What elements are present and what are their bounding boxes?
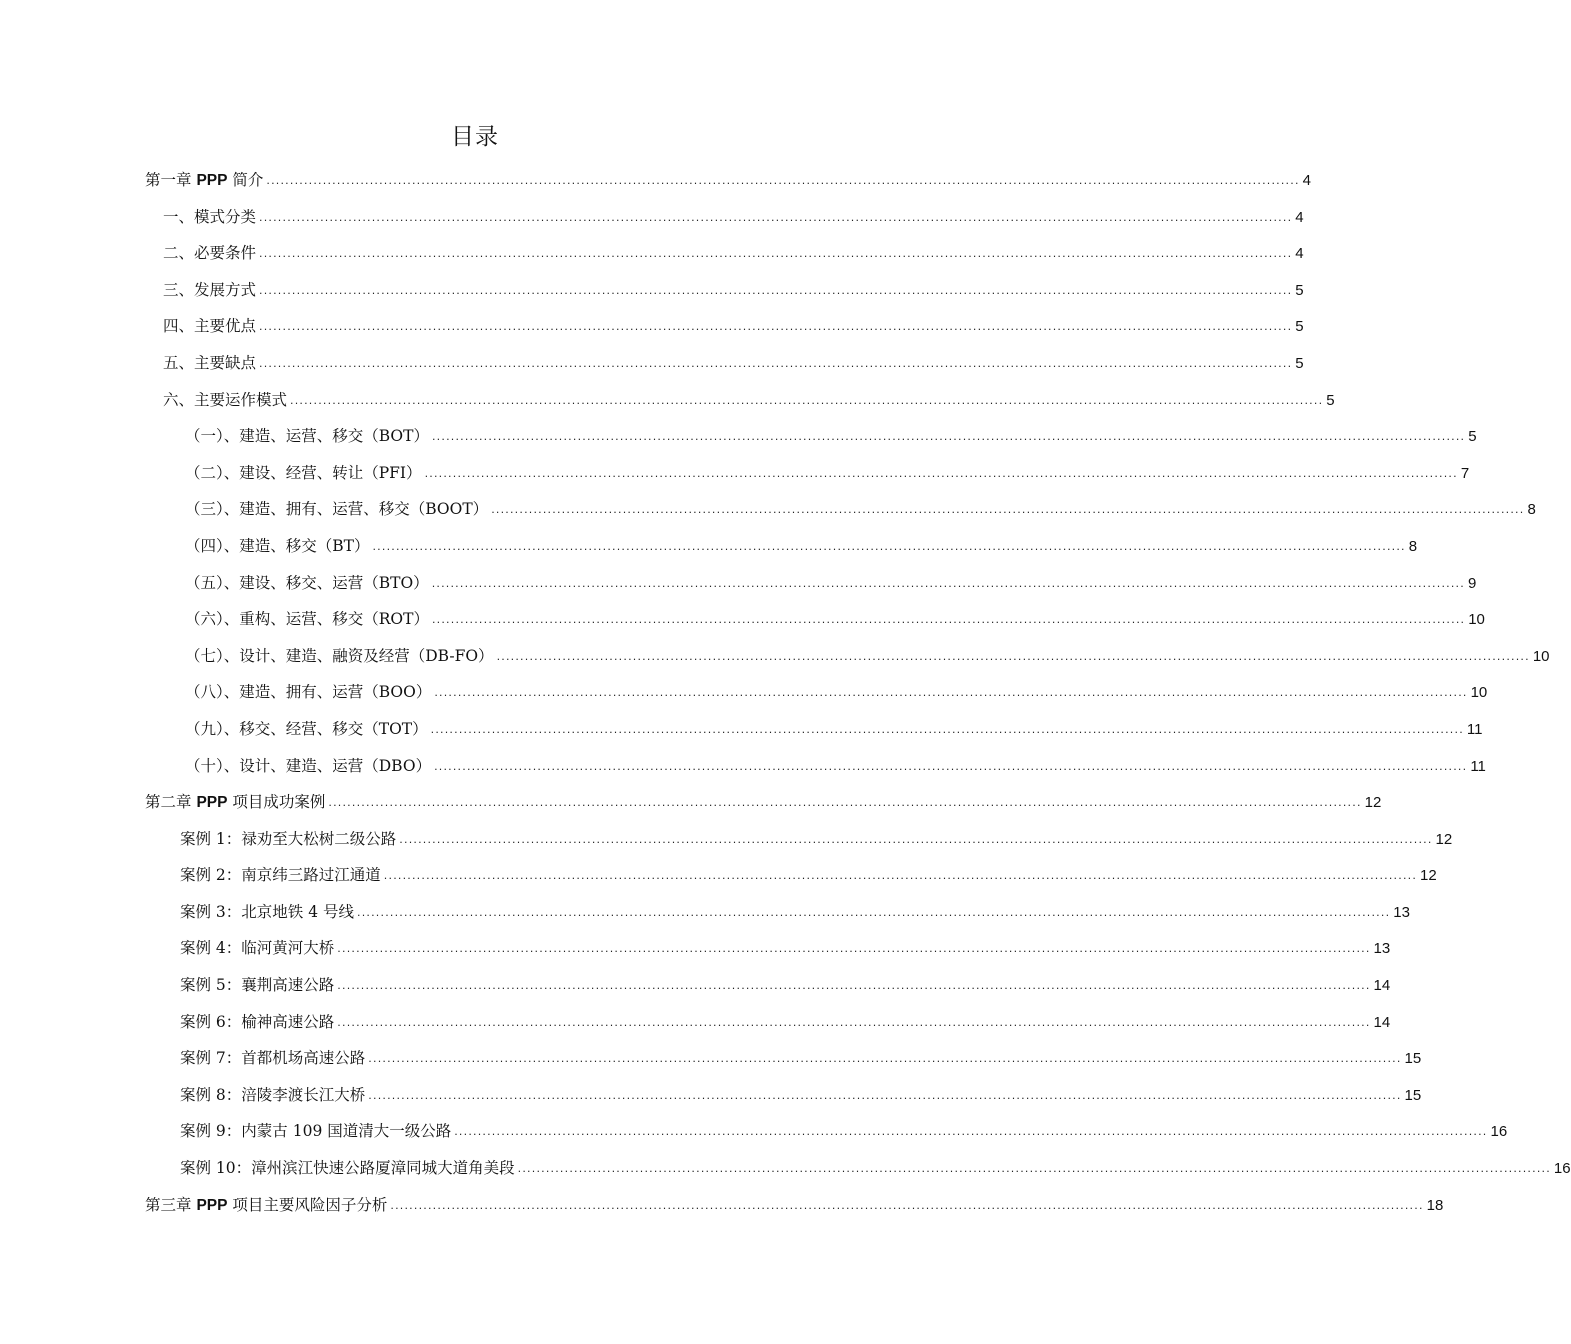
toc-entry-label: （七）、设计、建造、融资及经营（DB-FO） bbox=[185, 646, 494, 665]
toc-entry-label: 案例 6：榆神高速公路 bbox=[180, 1012, 335, 1031]
dot-leader: ............................................................................................................................................................................................................................ bbox=[383, 869, 1418, 883]
toc-entry-label: 案例 5：襄荆高速公路 bbox=[180, 976, 335, 995]
toc-entry[interactable] bbox=[145, 382, 1335, 419]
toc-entry[interactable] bbox=[145, 199, 1304, 236]
toc-entry-label bbox=[145, 162, 263, 200]
toc-entry-label: 四、主要优点 bbox=[163, 317, 257, 336]
toc-entry[interactable] bbox=[145, 235, 1304, 272]
chapter-bold-term: PPP bbox=[196, 1196, 228, 1214]
toc-page-number: 14 bbox=[1373, 1013, 1391, 1031]
toc-chapter-entry[interactable] bbox=[145, 784, 1382, 821]
chapter-prefix: 第三章 bbox=[145, 1195, 197, 1214]
toc-entry-label: 六、主要运作模式 bbox=[163, 390, 288, 409]
toc-page-number: 5 bbox=[1295, 318, 1304, 336]
toc-entry-label: （八）、建造、拥有、运营（BOO） bbox=[185, 683, 432, 702]
toc-entry[interactable] bbox=[145, 638, 1550, 675]
dot-leader: ............................................................................................................................................................................................................................ bbox=[424, 466, 1458, 480]
toc-entry[interactable] bbox=[145, 308, 1304, 345]
toc-entry[interactable] bbox=[145, 711, 1483, 748]
toc-entry-label: 案例 10：漳州滨江快速公路厦漳同城大道角美段 bbox=[180, 1159, 515, 1178]
toc-entry[interactable] bbox=[145, 528, 1418, 565]
toc-entry[interactable] bbox=[145, 418, 1477, 455]
dot-leader: ............................................................................................................................................................................................................................ bbox=[368, 1052, 1402, 1066]
toc-page-number: 5 bbox=[1326, 391, 1335, 409]
toc-entry[interactable] bbox=[145, 821, 1453, 858]
dot-leader: ............................................................................................................................................................................................................................ bbox=[491, 503, 1525, 517]
toc-page-number: 5 bbox=[1295, 354, 1304, 372]
dot-leader: ............................................................................................................................................................................................................................ bbox=[337, 1015, 1371, 1029]
toc-entry[interactable] bbox=[145, 565, 1477, 602]
toc-page-number: 12 bbox=[1364, 794, 1382, 812]
toc-page-number: 5 bbox=[1468, 428, 1477, 446]
toc-entry-label bbox=[145, 1187, 387, 1225]
dot-leader: ............................................................................................................................................................................................................................ bbox=[328, 796, 1362, 810]
dot-leader: ............................................................................................................................................................................................................................ bbox=[259, 210, 1293, 224]
toc-page-number: 4 bbox=[1295, 245, 1304, 263]
dot-leader: ............................................................................................................................................................................................................................ bbox=[337, 979, 1371, 993]
toc-page-number: 13 bbox=[1373, 940, 1391, 958]
toc-entry[interactable] bbox=[145, 674, 1488, 711]
toc-page-number: 12 bbox=[1420, 867, 1437, 885]
dot-leader: ............................................................................................................................................................................................................................ bbox=[431, 576, 1465, 590]
toc-page-number: 15 bbox=[1404, 1086, 1422, 1104]
toc-entry[interactable] bbox=[145, 857, 1437, 894]
toc-entry-label: 二、必要条件 bbox=[163, 244, 257, 263]
dot-leader: ............................................................................................................................................................................................................................ bbox=[496, 649, 1530, 663]
dot-leader: ............................................................................................................................................................................................................................ bbox=[454, 1125, 1488, 1139]
toc-entry[interactable] bbox=[145, 1004, 1391, 1041]
chapter-suffix: 项目成功案例 bbox=[227, 793, 326, 812]
toc-entry-label bbox=[145, 784, 325, 822]
toc-page-number: 8 bbox=[1408, 537, 1418, 555]
toc-entry[interactable] bbox=[145, 1040, 1422, 1077]
toc-page-number: 10 bbox=[1470, 684, 1488, 702]
toc-entry-label: 五、主要缺点 bbox=[163, 353, 257, 372]
toc-page-number: 5 bbox=[1295, 281, 1304, 299]
toc-entry-label: 案例 8：涪陵李渡长江大桥 bbox=[180, 1085, 366, 1104]
dot-leader: ............................................................................................................................................................................................................................ bbox=[259, 356, 1293, 370]
chapter-prefix: 第一章 bbox=[145, 171, 197, 189]
dot-leader: ............................................................................................................................................................................................................................ bbox=[399, 832, 1433, 846]
toc-page-number: 14 bbox=[1373, 977, 1391, 995]
toc-page-number: 13 bbox=[1393, 903, 1410, 921]
toc-entry[interactable] bbox=[145, 748, 1486, 785]
toc-entry-label: （三）、建造、拥有、运营、移交（BOOT） bbox=[185, 500, 489, 519]
chapter-prefix: 第二章 bbox=[145, 793, 197, 812]
toc-entry[interactable] bbox=[145, 1077, 1422, 1114]
toc-entry-label: 三、发展方式 bbox=[163, 280, 257, 299]
table-of-contents bbox=[145, 162, 1571, 1223]
chapter-suffix: 简介 bbox=[227, 171, 264, 189]
toc-entry[interactable] bbox=[145, 967, 1391, 1004]
toc-entry-label: 案例 4：临河黄河大桥 bbox=[180, 939, 335, 958]
dot-leader: ............................................................................................................................................................................................................................ bbox=[434, 686, 1468, 700]
dot-leader: ............................................................................................................................................................................................................................ bbox=[390, 1198, 1424, 1212]
dot-leader: ............................................................................................................................................................................................................................ bbox=[434, 759, 1468, 773]
toc-entry[interactable] bbox=[145, 1113, 1508, 1150]
toc-page-number: 8 bbox=[1527, 501, 1536, 519]
dot-leader: ............................................................................................................................................................................................................................ bbox=[517, 1162, 1551, 1176]
toc-entry[interactable] bbox=[145, 930, 1391, 967]
toc-entry-label: （二）、建设、经营、转让（PFI） bbox=[185, 463, 422, 482]
dot-leader: ............................................................................................................................................................................................................................ bbox=[259, 320, 1293, 334]
toc-entry[interactable] bbox=[145, 601, 1485, 638]
toc-entry-label: 一、模式分类 bbox=[163, 207, 257, 226]
toc-entry-label: 案例 7：首都机场高速公路 bbox=[180, 1049, 366, 1068]
dot-leader: ............................................................................................................................................................................................................................ bbox=[430, 722, 1464, 736]
toc-entry-label: （一）、建造、运营、移交（BOT） bbox=[185, 427, 429, 446]
toc-page-number: 11 bbox=[1470, 757, 1486, 775]
dot-leader: ............................................................................................................................................................................................................................ bbox=[372, 539, 1406, 553]
dot-leader: ............................................................................................................................................................................................................................ bbox=[431, 430, 1466, 444]
toc-entry[interactable] bbox=[145, 455, 1470, 492]
toc-page-number: 12 bbox=[1435, 830, 1453, 848]
toc-page-number: 18 bbox=[1426, 1196, 1444, 1214]
toc-entry[interactable] bbox=[145, 272, 1304, 309]
chapter-bold-term: PPP bbox=[196, 172, 228, 189]
toc-page-number: 4 bbox=[1302, 172, 1311, 189]
dot-leader: ............................................................................................................................................................................................................................ bbox=[357, 905, 1391, 919]
chapter-suffix: 项目主要风险因子分析 bbox=[227, 1195, 388, 1214]
toc-page-number: 16 bbox=[1490, 1123, 1508, 1141]
chapter-bold-term: PPP bbox=[196, 794, 228, 812]
toc-chapter-entry[interactable] bbox=[145, 162, 1311, 199]
toc-entry[interactable] bbox=[145, 1150, 1571, 1187]
toc-page-number: 11 bbox=[1466, 720, 1483, 738]
page-title: 目录 bbox=[451, 124, 499, 150]
toc-chapter-entry[interactable] bbox=[145, 1187, 1444, 1224]
toc-page-number: 16 bbox=[1553, 1160, 1571, 1178]
dot-leader: ............................................................................................................................................................................................................................ bbox=[259, 247, 1293, 261]
toc-entry-label: （四）、建造、移交（BT） bbox=[185, 536, 370, 555]
toc-page-number: 7 bbox=[1460, 464, 1470, 482]
toc-entry[interactable] bbox=[145, 491, 1536, 528]
dot-leader: ............................................................................................................................................................................................................................ bbox=[431, 613, 1466, 627]
dot-leader: ............................................................................................................................................................................................................................ bbox=[290, 393, 1324, 407]
toc-entry-label: （五）、建设、移交、运营（BTO） bbox=[185, 573, 429, 592]
toc-entry-label: （十）、设计、建造、运营（DBO） bbox=[185, 756, 432, 775]
dot-leader: ............................................................................................................................................................................................................................ bbox=[337, 942, 1371, 956]
toc-entry[interactable] bbox=[145, 345, 1304, 382]
toc-entry-label: 案例 9：内蒙古 109 国道清大一级公路 bbox=[180, 1122, 452, 1141]
toc-page-number: 10 bbox=[1532, 647, 1550, 665]
dot-leader: ............................................................................................................................................................................................................................ bbox=[368, 1088, 1402, 1102]
toc-entry-label: （六）、重构、运营、移交（ROT） bbox=[185, 610, 429, 629]
toc-page-number: 10 bbox=[1468, 611, 1485, 629]
toc-page-number: 4 bbox=[1295, 208, 1304, 226]
toc-entry[interactable] bbox=[145, 894, 1410, 931]
toc-page-number: 9 bbox=[1467, 574, 1477, 592]
toc-entry-label: 案例 2：南京纬三路过江通道 bbox=[180, 866, 381, 885]
dot-leader: ............................................................................................................................................................................................................................ bbox=[266, 174, 1300, 187]
toc-entry-label: 案例 3：北京地铁 4 号线 bbox=[180, 902, 355, 921]
toc-entry-label: 案例 1：禄劝至大松树二级公路 bbox=[180, 829, 397, 848]
toc-entry-label: （九）、移交、经营、移交（TOT） bbox=[185, 719, 428, 738]
toc-page-number: 15 bbox=[1404, 1050, 1422, 1068]
dot-leader: ............................................................................................................................................................................................................................ bbox=[259, 283, 1293, 297]
